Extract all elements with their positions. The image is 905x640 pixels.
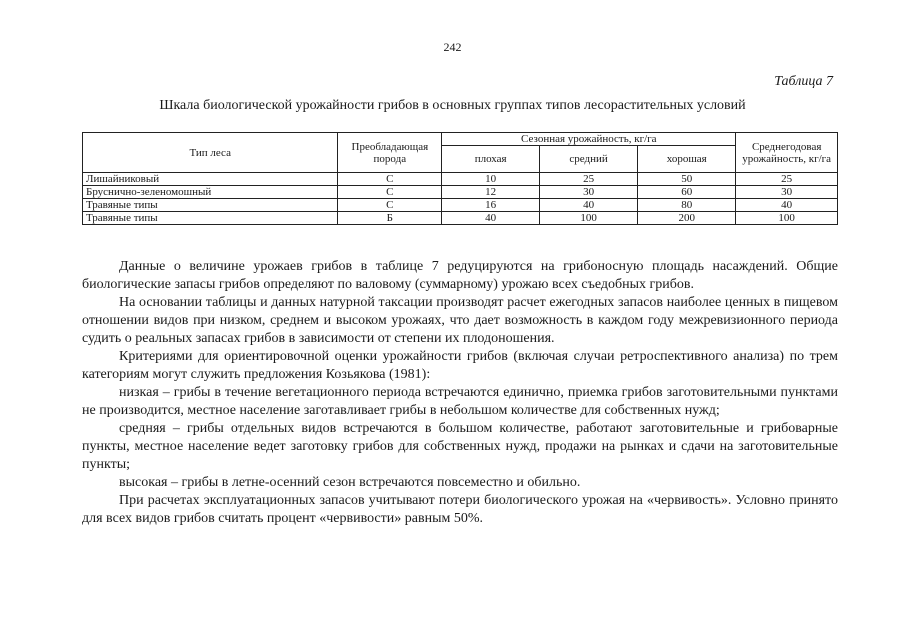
cell-forest-type: Брусничнo-зеленомошный [83, 186, 338, 199]
paragraph-wormy: При расчетах эксплуатационных запасов учитывают потери биологического урожая на «червивость». Условно принято для всех видов грибов считать процент «червивости» равным 50%. [82, 493, 838, 526]
paragraph-medium: средняя – грибы отдельных видов встречаются в большом количестве, работают заготовительные и грибоварные пункты, местное население ведет заготовку грибов для собственных нужд, продажи на рынках и сдачи на заготовительные пункты; [82, 421, 838, 472]
cell-species: С [338, 173, 442, 186]
cell-species: С [338, 186, 442, 199]
header-average-yield: Среднегодовая урожайность, кг/га [736, 133, 838, 173]
cell-good: 50 [638, 173, 736, 186]
cell-forest-type: Травяные типы [83, 212, 338, 225]
cell-medium: 25 [540, 173, 638, 186]
cell-good: 60 [638, 186, 736, 199]
header-good: хорошая [638, 146, 736, 173]
header-seasonal-yield: Сезонная урожайность, кг/га [442, 133, 736, 146]
cell-poor: 40 [442, 212, 540, 225]
cell-medium: 100 [540, 212, 638, 225]
cell-average: 25 [736, 173, 838, 186]
paragraph-low: низкая – грибы в течение вегетационного периода встречаются единично, приемка грибов заготовительными пунктами не производится, местное население заготавливает грибы в небольшом количестве для собственных нужд; [82, 385, 838, 418]
paragraph-calculation: На основании таблицы и данных натурной таксации производят расчет ежегодных запасов наиболее ценных в пищевом отношении видов при низком, среднем и высоком урожаях, что дает возможность в каждом году межревизионного периода судить о реальных запасах грибов в зависимости от степени их плодоношения. [82, 295, 838, 346]
cell-poor: 16 [442, 199, 540, 212]
body-text [82, 258, 838, 528]
table-title: Шкала биологической урожайности грибов в основных группах типов лесорастительных условий [159, 98, 746, 113]
cell-average: 30 [736, 186, 838, 199]
header-dominant-species: Преобладающая порода [338, 133, 442, 173]
table-header-row [83, 133, 838, 146]
paragraph-criteria: Критериями для ориентировочной оценки урожайности грибов (включая случаи ретроспективного анализа) по трем категориям могут служить предложения Козьякова (1981): [82, 349, 838, 382]
cell-medium: 30 [540, 186, 638, 199]
cell-forest-type: Травяные типы [83, 199, 338, 212]
cell-poor: 12 [442, 186, 540, 199]
cell-good: 200 [638, 212, 736, 225]
table-row [83, 186, 838, 199]
paragraph-reduction: Данные о величине урожаев грибов в таблице 7 редуцируются на грибоносную площадь насаждений. Общие биологические запасы грибов определяют по валовому (суммарному) урожаю всех съедобных грибов. [82, 259, 838, 292]
cell-forest-type: Лишайниковый [83, 173, 338, 186]
paragraph-high: высокая – грибы в летне-осенний сезон встречаются повсеместно и обильно. [119, 475, 581, 490]
cell-species: Б [338, 212, 442, 225]
table-row [83, 212, 838, 225]
table-caption: Таблица 7 [774, 74, 833, 89]
cell-good: 80 [638, 199, 736, 212]
header-medium: средний [540, 146, 638, 173]
cell-poor: 10 [442, 173, 540, 186]
header-forest-type: Тип леса [83, 133, 338, 173]
cell-species: С [338, 199, 442, 212]
page-number: 242 [443, 40, 462, 54]
table-row [83, 199, 838, 212]
cell-medium: 40 [540, 199, 638, 212]
cell-average: 40 [736, 199, 838, 212]
yield-table [82, 132, 838, 225]
header-poor: плохая [442, 146, 540, 173]
cell-average: 100 [736, 212, 838, 225]
table-row [83, 173, 838, 186]
